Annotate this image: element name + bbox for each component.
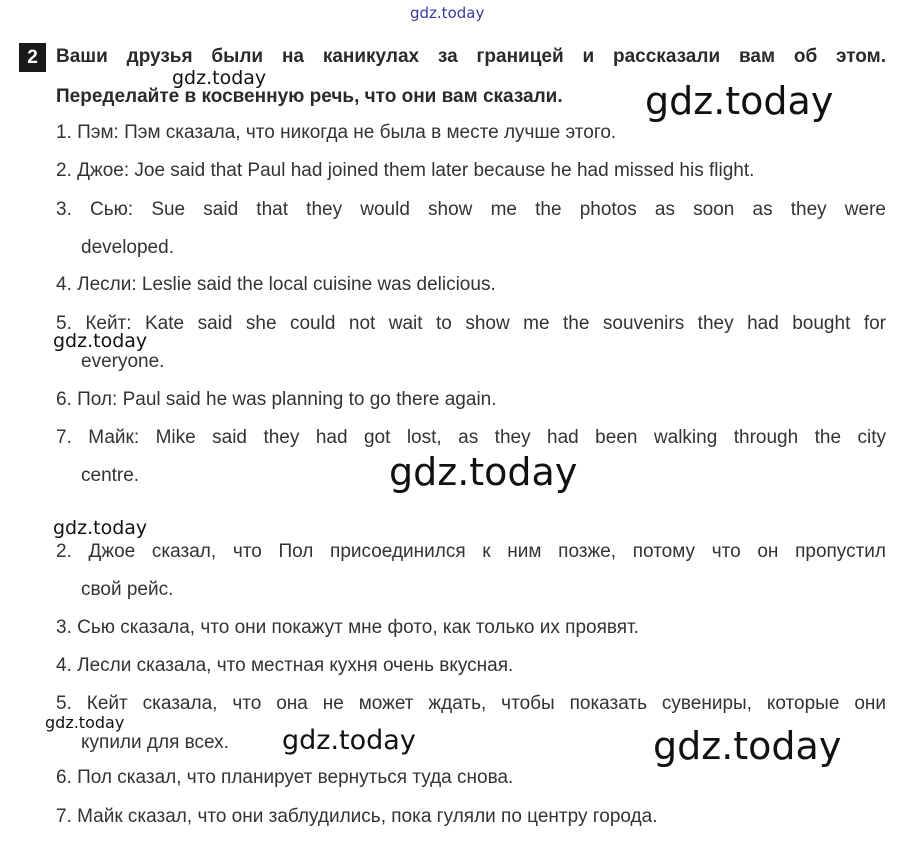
watermark: gdz.today <box>645 79 834 123</box>
answer-en-2: 2. Джое: Joe said that Paul had joined them later because he had missed his flight. <box>56 160 755 181</box>
answer-en-3-cont: developed. <box>81 237 174 258</box>
answer-en-3: 3. Сью: Sue said that they would show me the photos as soon as they were <box>56 199 886 220</box>
watermark: gdz.today <box>53 517 148 539</box>
exercise-title-line-1: Ваши друзья были на каникулах за границей и рассказали вам об этом. <box>56 46 886 67</box>
answer-ru-3: 3. Сью сказала, что они покажут мне фото, как только их проявят. <box>56 617 639 638</box>
watermark-top: gdz.today <box>410 4 485 22</box>
watermark: gdz.today <box>45 713 125 732</box>
answer-en-6: 6. Пол: Paul said he was planning to go there again. <box>56 389 497 410</box>
answer-ru-2-cont: свой рейс. <box>81 579 174 600</box>
watermark: gdz.today <box>389 450 578 494</box>
watermark: gdz.today <box>172 67 267 89</box>
answer-ru-4: 4. Лесли сказала, что местная кухня очень вкусная. <box>56 655 514 676</box>
answer-ru-2: 2. Джое сказал, что Пол присоединился к ним позже, потому что он пропустил <box>56 541 886 562</box>
answer-en-5: 5. Кейт: Kate said she could not wait to show me the souvenirs they had bought for <box>56 313 886 334</box>
answer-ru-5-cont: купили для всех. <box>81 732 229 753</box>
answer-en-4: 4. Лесли: Leslie said the local cuisine was delicious. <box>56 274 496 295</box>
answer-ru-5: 5. Кейт сказала, что она не может ждать, чтобы показать сувениры, которые они <box>56 693 886 714</box>
exercise-number-badge: 2 <box>19 43 46 72</box>
answer-ru-7: 7. Майк сказал, что они заблудились, пока гуляли по центру города. <box>56 806 658 827</box>
answer-en-5-cont: everyone. <box>81 351 165 372</box>
answer-en-7-cont: centre. <box>81 465 140 486</box>
watermark: gdz.today <box>282 725 416 756</box>
answer-en-1: 1. Пэм: Пэм сказала, что никогда не была в месте лучше этого. <box>56 122 617 143</box>
watermark: gdz.today <box>653 724 842 768</box>
watermark: gdz.today <box>53 330 148 352</box>
answer-ru-6: 6. Пол сказал, что планирует вернуться туда снова. <box>56 767 514 788</box>
answer-en-7: 7. Майк: Mike said they had got lost, as they had been walking through the city <box>56 427 886 448</box>
exercise-title-line-2: Переделайте в косвенную речь, что они вам сказали. <box>56 86 563 107</box>
